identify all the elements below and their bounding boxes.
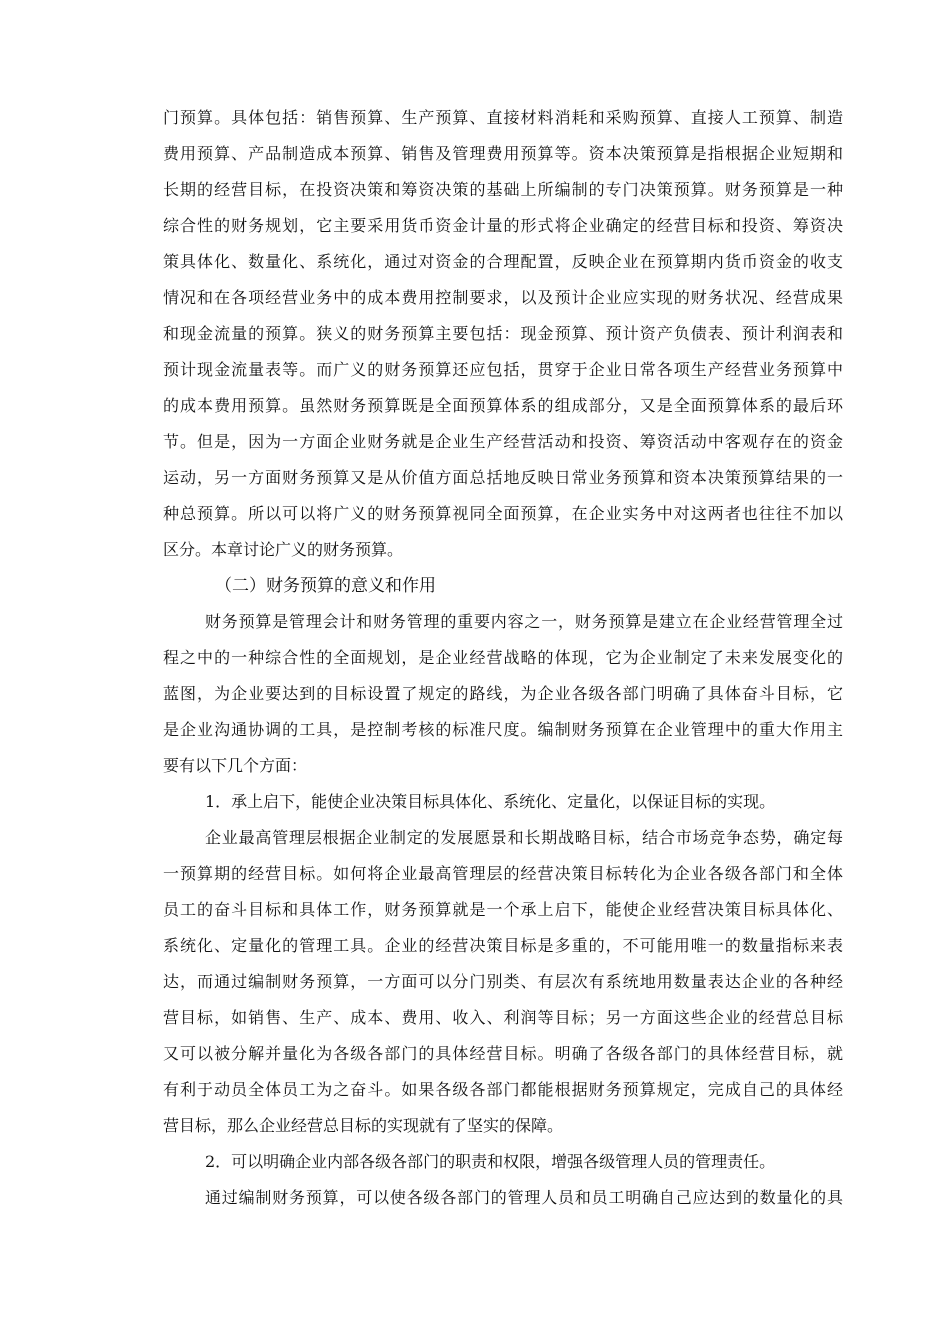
text-line: 要有以下几个方面： [163,756,308,775]
text-line: 达，而通过编制财务预算，一方面可以分门别类、有层次有系统地用数量表达企业的各种经 [163,972,843,991]
text-line: 蓝图，为企业要达到的目标设置了规定的路线，为企业各级各部门明确了具体奋斗目标，它 [163,684,843,703]
section-heading: （二）财务预算的意义和作用 [215,576,436,596]
text-line: 的成本费用预算。虽然财务预算既是全面预算体系的组成部分，又是全面预算体系的最后环 [163,396,843,415]
text-line: 一预算期的经营目标。如何将企业最高管理层的经营决策目标转化为企业各级各部门和全体 [163,864,843,883]
text-line: 区分。本章讨论广义的财务预算。 [163,540,404,559]
text-line: 财务预算是管理会计和财务管理的重要内容之一，财务预算是建立在企业经营管理全过 [205,612,843,631]
text-line: 费用预算、产品制造成本预算、销售及管理费用预算等。资本决策预算是指根据企业短期和 [163,144,843,163]
text-line: 通过编制财务预算，可以使各级各部门的管理人员和员工明确自己应达到的数量化的具 [205,1188,843,1207]
text-line: 门预算。具体包括：销售预算、生产预算、直接材料消耗和采购预算、直接人工预算、制造 [163,108,843,127]
text-line: 种总预算。所以可以将广义的财务预算视同全面预算，在企业实务中对这两者也往往不加以 [163,504,843,523]
text-line: 程之中的一种综合性的全面规划，是企业经营战略的体现，它为企业制定了未来发展变化的 [163,648,843,667]
text-line: 综合性的财务规划，它主要采用货币资金计量的形式将企业确定的经营目标和投资、筹资决 [163,216,843,235]
text-line: 系统化、定量化的管理工具。企业的经营决策目标是多重的，不可能用唯一的数量指标来表 [163,936,843,955]
text-line: 和现金流量的预算。狭义的财务预算主要包括：现金预算、预计资产负债表、预计利润表和 [163,324,843,343]
text-line: 1．承上启下，能使企业决策目标具体化、系统化、定量化，以保证目标的实现。 [205,792,776,811]
text-line: 预计现金流量表等。而广义的财务预算还应包括，贯穿于企业日常各项生产经营业务预算中 [163,360,843,379]
text-line: 又可以被分解并量化为各级各部门的具体经营目标。明确了各级各部门的具体经营目标，就 [163,1044,843,1063]
text-line: 2．可以明确企业内部各级各部门的职责和权限，增强各级管理人员的管理责任。 [205,1152,776,1171]
text-line: 策具体化、数量化、系统化，通过对资金的合理配置，反映企业在预算期内货币资金的收支 [163,252,843,271]
text-line: 企业最高管理层根据企业制定的发展愿景和长期战略目标，结合市场竞争态势，确定每 [205,828,843,847]
document-body [163,100,843,1216]
text-line: 营目标，那么企业经营总目标的实现就有了坚实的保障。 [163,1116,564,1135]
text-line: 长期的经营目标，在投资决策和筹资决策的基础上所编制的专门决策预算。财务预算是一种 [163,180,843,199]
text-line: 员工的奋斗目标和具体工作，财务预算就是一个承上启下，能使企业经营决策目标具体化、 [163,900,843,919]
text-line: 情况和在各项经营业务中的成本费用控制要求，以及预计企业应实现的财务状况、经营成果 [163,288,843,307]
text-line: 节。但是，因为一方面企业财务就是企业生产经营活动和投资、筹资活动中客观存在的资金 [163,432,843,451]
text-line: 有利于动员全体员工为之奋斗。如果各级各部门都能根据财务预算规定，完成自己的具体经 [163,1080,843,1099]
text-line: 是企业沟通协调的工具，是控制考核的标准尺度。编制财务预算在企业管理中的重大作用主 [163,720,843,739]
text-line: 运动，另一方面财务预算又是从价值方面总括地反映日常业务预算和资本决策预算结果的一 [163,468,843,487]
text-line: 营目标，如销售、生产、成本、费用、收入、利润等目标；另一方面这些企业的经营总目标 [163,1008,843,1027]
